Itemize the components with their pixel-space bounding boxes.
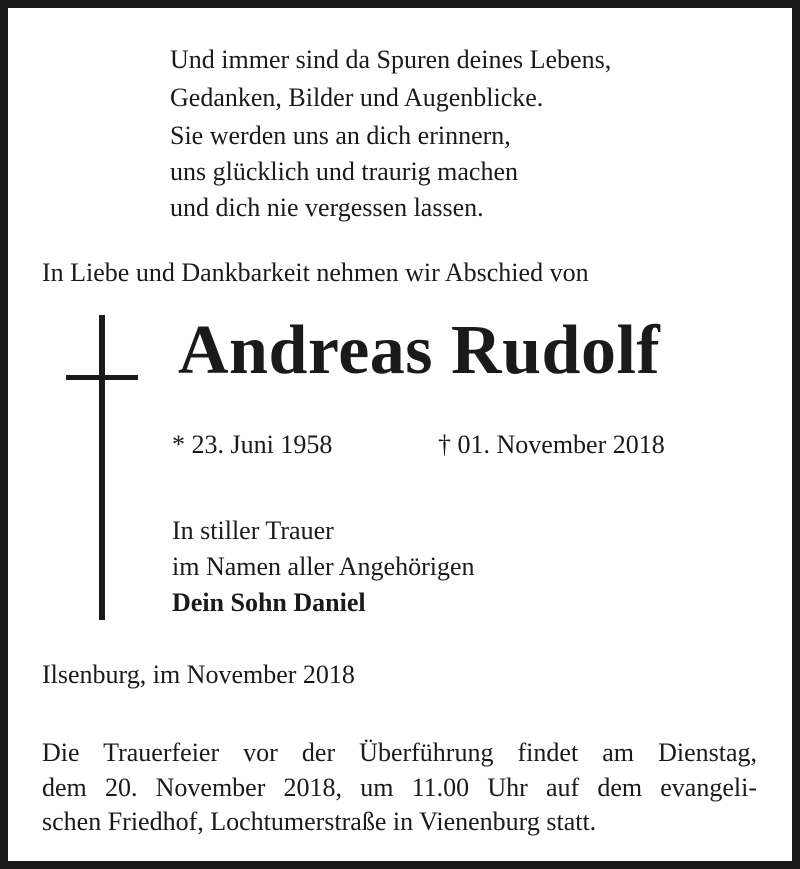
place-date: Ilsenburg, im November 2018: [42, 660, 355, 689]
cross-icon: [99, 315, 105, 620]
cross-icon-bar: [66, 375, 138, 380]
funeral-line: Die Trauerfeier vor der Überführung findet am Dienstag,: [42, 738, 757, 767]
funeral-line: schen Friedhof, Lochtumerstraße in Vienenburg statt.: [42, 807, 597, 836]
funeral-line: dem 20. November 2018, um 11.00 Uhr auf dem evangeli-: [42, 773, 757, 802]
poem-line: Sie werden uns an dich erinnern,: [170, 121, 511, 150]
mourning-line: In stiller Trauer: [172, 516, 334, 545]
poem-line: Und immer sind da Spuren deines Lebens,: [170, 45, 612, 74]
death-date: † 01. November 2018: [438, 430, 665, 459]
intro-text: In Liebe und Dankbarkeit nehmen wir Abschied von: [42, 258, 589, 287]
poem-line: uns glücklich und traurig machen: [170, 157, 519, 186]
signature: Dein Sohn Daniel: [172, 588, 366, 617]
poem-line: und dich nie vergessen lassen.: [170, 193, 484, 222]
mourning-line: im Namen aller Angehörigen: [172, 552, 475, 581]
birth-date: * 23. Juni 1958: [172, 430, 333, 459]
poem-line: Gedanken, Bilder und Augenblicke.: [170, 83, 544, 112]
deceased-name: Andreas Rudolf: [178, 312, 661, 389]
